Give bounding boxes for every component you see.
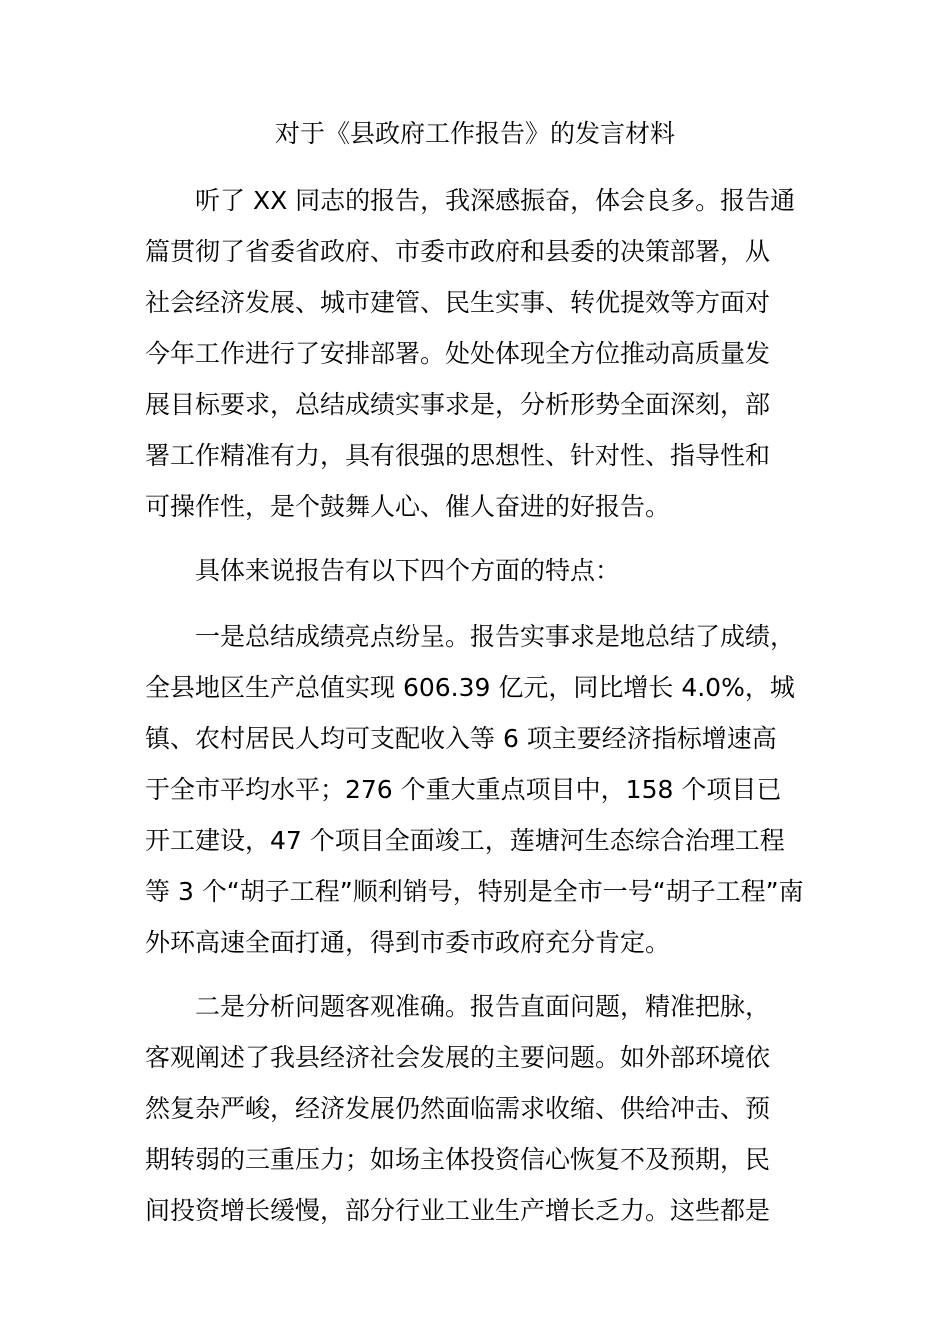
paragraph-line: 镇、农村居民人均可支配收入等 6 项主要经济指标增速高: [145, 724, 777, 753]
paragraph-line: 具体来说报告有以下四个方面的特点：: [195, 556, 621, 585]
paragraph-line: 外环高速全面打通，得到市委市政府充分肯定。: [145, 928, 671, 957]
paragraph-line: 署工作精准有力，具有很强的思想性、针对性、指导性和: [145, 441, 771, 470]
paragraph-point-one: [145, 611, 825, 968]
paragraph-line: 二是分析问题客观准确。报告直面问题，精准把脉，: [195, 992, 771, 1021]
paragraph-line: 展目标要求，总结成绩实事求是，分析形势全面深刻，部: [145, 390, 771, 419]
paragraph-intro: [145, 175, 825, 532]
paragraph-line: 客观阐述了我县经济社会发展的主要问题。如外部环境依: [145, 1043, 771, 1072]
paragraph-line: 等 3 个“胡子工程”顺利销号，特别是全市一号“胡子工程”南: [145, 877, 804, 906]
document-title: 对于《县政府工作报告》的发言材料: [274, 119, 675, 148]
paragraph-point-two: [145, 981, 825, 1236]
paragraph-line: 然复杂严峻，经济发展仍然面临需求收缩、供给冲击、预: [145, 1094, 771, 1123]
paragraph-features-intro: [145, 545, 825, 596]
paragraph-line: 于全市平均水平；276 个重大重点项目中，158 个项目已: [145, 775, 782, 804]
paragraph-line: 间投资增长缓慢，部分行业工业生产增长乏力。这些都是: [145, 1196, 771, 1225]
paragraph-line: 全县地区生产总值实现 606.39 亿元，同比增长 4.0%，城: [145, 673, 795, 702]
paragraph-line: 期转弱的三重压力；如场主体投资信心恢复不及预期，民: [145, 1145, 771, 1174]
paragraph-line: 篇贯彻了省委省政府、市委市政府和县委的决策部署，从: [145, 237, 771, 266]
paragraph-line: 今年工作进行了安排部署。处处体现全方位推动高质量发: [145, 339, 771, 368]
paragraph-line: 可操作性，是个鼓舞人心、催人奋进的好报告。: [145, 492, 671, 521]
paragraph-line: 社会经济发展、城市建管、民生实事、转优提效等方面对: [145, 288, 771, 317]
paragraph-line: 一是总结成绩亮点纷呈。报告实事求是地总结了成绩，: [195, 622, 796, 651]
paragraph-line: 听了 XX 同志的报告，我深感振奋，体会良多。报告通: [195, 186, 796, 215]
paragraph-line: 开工建设，47 个项目全面竣工，莲塘河生态综合治理工程: [145, 826, 785, 855]
